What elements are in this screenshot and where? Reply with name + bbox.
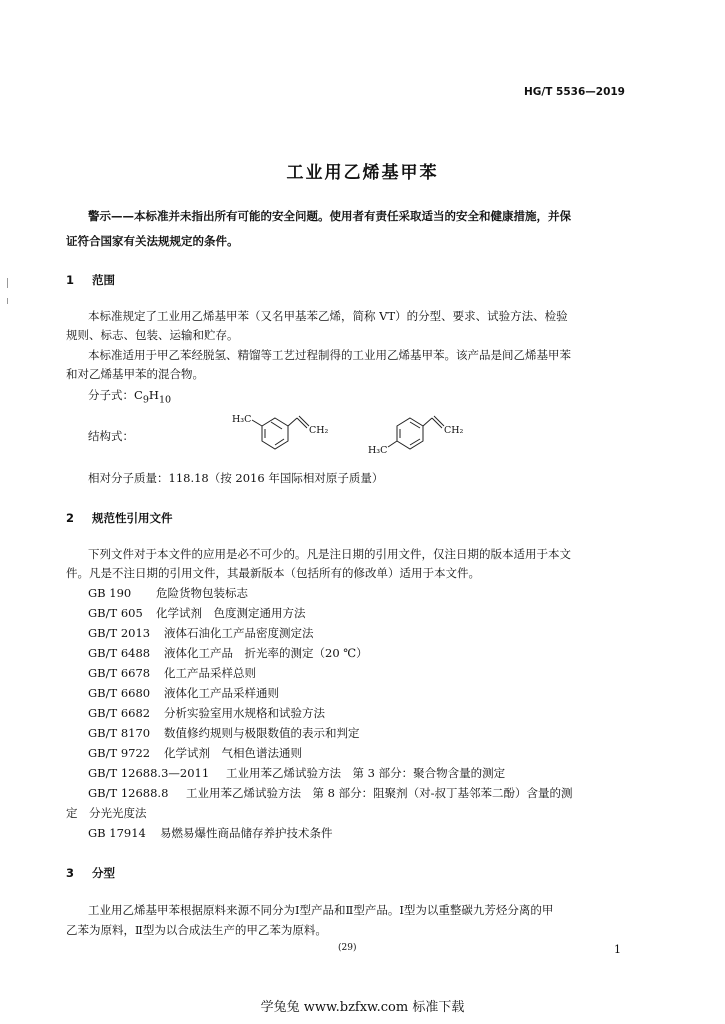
ref-title: 液体化工产品 折光率的测定（20 ℃） [164, 646, 368, 660]
scope-para-2-line-1: 本标准适用于甲乙苯经脱氢、精馏等工艺过程制得的工业用乙烯基甲苯。该产品是间乙烯基甲苯 [88, 348, 571, 362]
warning-line-1: 警示——本标准并未指出所有可能的安全问题。使用者有责任采取适当的安全和健康措施，并保 [88, 209, 571, 223]
ref-title: 化工产品采样总则 [164, 666, 256, 680]
section-title: 分型 [92, 866, 115, 880]
para-vinyltoluene-structure [388, 416, 444, 449]
scope-para-1-line-2: 规则、标志、包装、运输和贮存。 [66, 328, 239, 342]
ref-item [88, 625, 314, 641]
para-ch3-label: H₃C [368, 445, 388, 456]
ref-item [88, 585, 248, 601]
ref-code: GB/T 12688.8 [88, 786, 169, 800]
formula-h-sub: 10 [158, 394, 172, 406]
classification-line-1: 工业用乙烯基甲苯根据原料来源不同分为Ⅰ型产品和Ⅱ型产品。Ⅰ型为以重整碳九芳烃分离的甲 [88, 903, 554, 917]
ref-title: 化学试剂 色度测定通用方法 [156, 606, 306, 620]
ref-code: GB/T 8170 [88, 726, 151, 740]
ref-title: 液体石油化工产品密度测定法 [164, 626, 314, 640]
formula-c-sub: 9 [142, 394, 149, 406]
meta-ch3-label: H₃C [232, 414, 252, 425]
section-3-heading [66, 865, 115, 881]
scope-para-1-line-1: 本标准规定了工业用乙烯基甲苯（又名甲基苯乙烯，简称 VT）的分型、要求、试验方法、检验 [88, 309, 568, 323]
section-number: 2 [66, 511, 75, 525]
standard-code: HG/T 5536—2019 [523, 86, 625, 98]
meta-vinyltoluene-structure [252, 416, 309, 449]
ref-title: 危险货物包装标志 [156, 586, 248, 600]
ref-item [88, 725, 360, 741]
ref-code: GB/T 2013 [88, 626, 151, 640]
ref-title: 分析实验室用水规格和试验方法 [164, 706, 325, 720]
section-number: 3 [66, 866, 75, 880]
scope-para-2-line-2: 和对乙烯基甲苯的混合物。 [66, 367, 204, 381]
ref-item [88, 765, 505, 781]
ref-code: GB/T 6678 [88, 666, 151, 680]
para-ch2-label: CH₂ [444, 425, 464, 436]
ref-code: GB/T 12688.3—2011 [88, 766, 210, 780]
ref-item [88, 665, 256, 681]
ref-title: 数值修约规则与极限数值的表示和判定 [164, 726, 360, 740]
ref-code: GB/T 6682 [88, 706, 151, 720]
ref-code: GB 17914 [88, 826, 146, 840]
ref-code: GB/T 6680 [88, 686, 151, 700]
ref-item [88, 745, 302, 761]
ref-code: GB/T 605 [88, 606, 143, 620]
structure-label: 结构式： [88, 429, 134, 443]
ref-title: 工业用苯乙烯试验方法 第 3 部分：聚合物含量的测定 [226, 766, 506, 780]
ref-item [88, 605, 306, 621]
formula-h: H [148, 388, 159, 402]
ref-title: 定 分光光度法 [66, 806, 147, 820]
ref-title: 化学试剂 气相色谱法通则 [164, 746, 302, 760]
section-2-heading [66, 510, 173, 526]
classification-line-2: 乙苯为原料，Ⅱ型为以合成法生产的甲乙苯为原料。 [66, 923, 327, 937]
section-title: 范围 [92, 273, 115, 287]
formula-c: C [134, 388, 143, 402]
watermark: 学兔兔 www.bzfxw.com 标准下载 [260, 1000, 465, 1015]
page-reference: (29) [338, 943, 357, 953]
ref-item [88, 705, 325, 721]
refs-intro-line-1: 下列文件对于本文件的应用是必不可少的。凡是注日期的引用文件，仅注日期的版本适用于本文 [88, 547, 571, 561]
formula-label: 分子式： [88, 388, 134, 402]
ref-item-continuation [66, 805, 147, 821]
ref-title: 工业用苯乙烯试验方法 第 8 部分：阻聚剂（对-叔丁基邻苯二酚）含量的测 [186, 786, 573, 800]
ref-item [88, 825, 333, 841]
ref-code: GB/T 9722 [88, 746, 151, 760]
ref-item [88, 685, 279, 701]
molar-mass: 相对分子质量：118.18（按 2016 年国际相对原子质量） [88, 471, 384, 485]
ref-item [88, 645, 368, 661]
ref-title: 液体化工产品采样通则 [164, 686, 279, 700]
meta-ch2-label: CH₂ [309, 425, 329, 436]
warning-line-2: 证符合国家有关法规规定的条件。 [66, 234, 239, 248]
ref-item [88, 785, 573, 801]
ref-code: GB/T 6488 [88, 646, 151, 660]
ref-title: 易燃易爆性商品储存养护技术条件 [160, 826, 333, 840]
structural-formula-diagram [0, 0, 725, 470]
page-title: 工业用乙烯基甲苯 [286, 163, 439, 183]
section-number: 1 [66, 273, 75, 287]
refs-intro-line-2: 件。凡是不注日期的引用文件，其最新版本（包括所有的修改单）适用于本文件。 [66, 566, 480, 580]
page-number: 1 [614, 943, 621, 956]
section-title: 规范性引用文件 [92, 511, 173, 525]
ref-code: GB 190 [88, 586, 132, 600]
